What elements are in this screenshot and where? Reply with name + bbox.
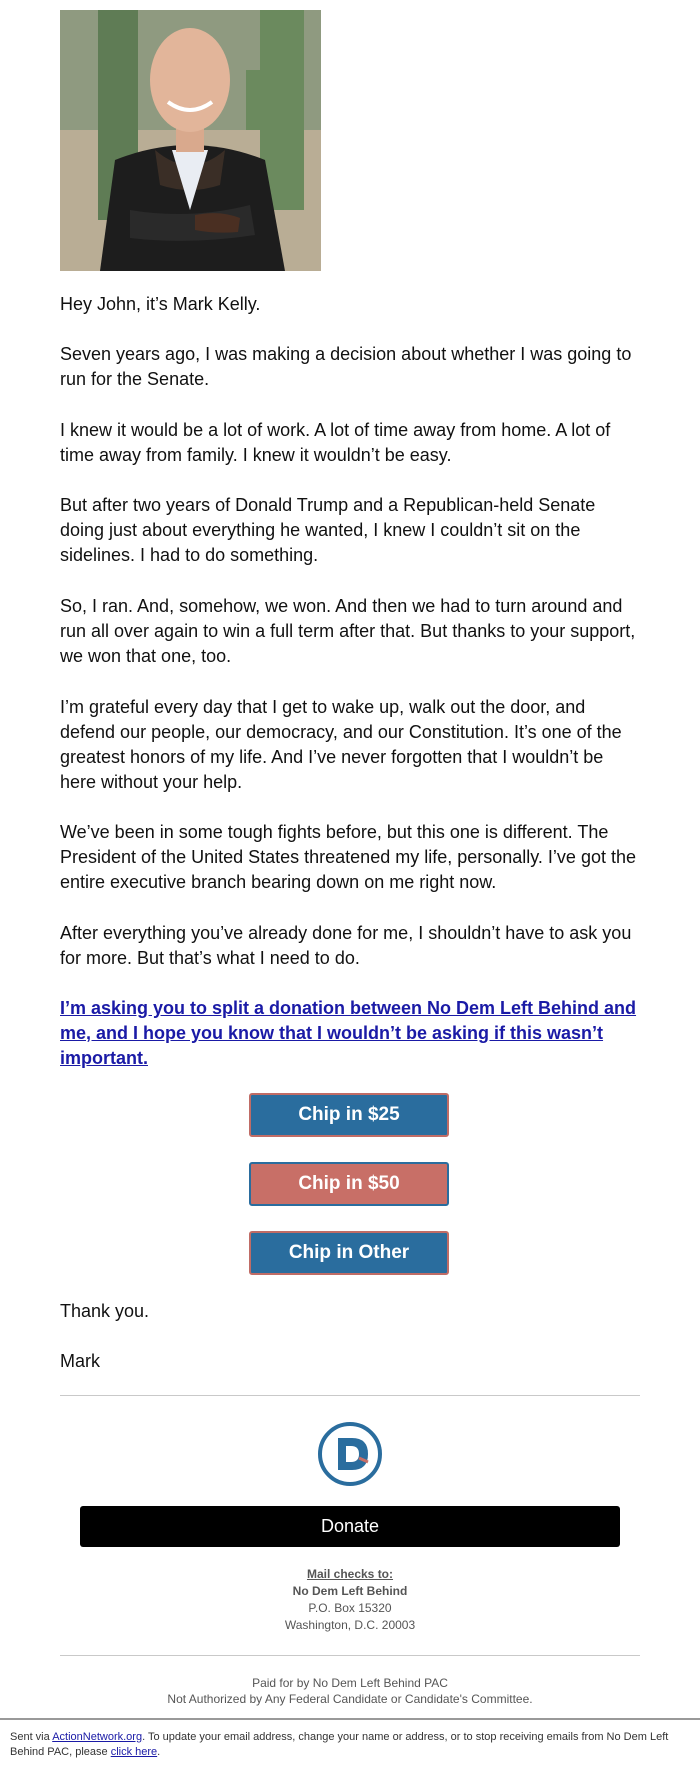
paragraph-4: So, I ran. And, somehow, we won. And then we had to turn around and run all over again to win a full term after that. But thanks to your support, we won that one, too. — [60, 596, 636, 666]
donate-button[interactable]: Donate — [80, 1506, 620, 1547]
chip-in-other-button[interactable]: Chip in Other — [249, 1231, 449, 1275]
candidate-photo — [60, 10, 321, 271]
paragraph-6: We’ve been in some tough fights before, but this one is different. The President of the United States threatened my life, personally. I’ve got the entire executive branch bearing down on me right now. — [60, 822, 636, 892]
mail-po-box: P.O. Box 15320 — [308, 1601, 392, 1615]
sent-via-text: Sent via — [10, 1731, 53, 1743]
no-dem-left-behind-logo — [318, 1422, 382, 1486]
email-footer — [10, 1730, 690, 1760]
unsubscribe-text: . To update your email address, change your name or address, or to stop receiving emails from No Dem Left Behind PAC, please — [10, 1731, 669, 1758]
actionnetwork-link[interactable]: ActionNetwork.org — [52, 1731, 143, 1743]
footer-end: . — [157, 1746, 161, 1758]
chip-in-25-button[interactable]: Chip in $25 — [249, 1093, 449, 1137]
not-authorized-disclaimer: Not Authorized by Any Federal Candidate or Candidate's Committee. — [167, 1692, 533, 1706]
divider — [60, 1655, 640, 1656]
signature: Mark — [60, 1351, 100, 1371]
chip-in-50-button[interactable]: Chip in $50 — [249, 1162, 449, 1206]
donation-ask-link[interactable]: I’m asking you to split a donation between No Dem Left Behind and me, and I hope you know that I wouldn’t be asking if this wasn’t important. — [60, 998, 637, 1068]
paragraph-2: I knew it would be a lot of work. A lot of time away from home. A lot of time away from family. I knew it wouldn’t be easy. — [60, 420, 611, 465]
greeting: Hey John, it’s Mark Kelly. — [60, 294, 261, 314]
paid-for-disclaimer: Paid for by No Dem Left Behind PAC — [252, 1676, 448, 1690]
mail-city: Washington, D.C. 20003 — [284, 1618, 416, 1632]
paragraph-3: But after two years of Donald Trump and a Republican-held Senate doing just about everything he wanted, I knew I couldn’t sit on the sidelines. I had to do something. — [60, 495, 596, 565]
divider — [60, 1395, 640, 1396]
click-here-link[interactable]: click here — [110, 1746, 158, 1758]
footer-divider — [0, 1718, 700, 1720]
thank-you-text: Thank you. — [60, 1301, 150, 1321]
paragraph-5: I’m grateful every day that I get to wake up, walk out the door, and defend our people, our democracy, and our Constitution. It’s one of the greatest honors of my life. And I’ve never forgotten that I wouldn’t be here without your help. — [60, 697, 622, 792]
mail-org-name: No Dem Left Behind — [292, 1584, 408, 1598]
paragraph-1: Seven years ago, I was making a decision about whether I was going to run for the Senate. — [60, 344, 632, 389]
paragraph-7: After everything you’ve already done for me, I shouldn’t have to ask you for more. But that’s what I need to do. — [60, 923, 632, 968]
mail-checks-heading: Mail checks to: — [306, 1567, 394, 1581]
